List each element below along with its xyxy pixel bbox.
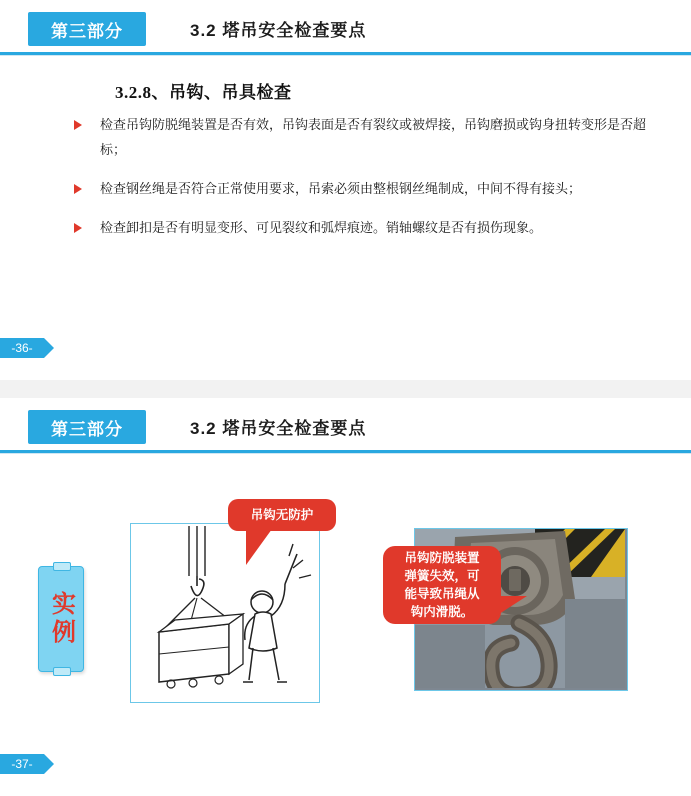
list-item <box>72 176 652 201</box>
section-heading: 3.2.8、吊钩、吊具检查 <box>115 83 292 102</box>
slide-36 <box>0 0 691 380</box>
slide-37 <box>0 398 691 796</box>
slide-header <box>0 398 691 456</box>
list-item-text: 检查钢丝绳是否符合正常使用要求，吊索必须由整根钢丝绳制成，中间不得有接头； <box>100 181 582 196</box>
list-item <box>72 215 652 240</box>
callout-text-line: 吊钩防脱装置 <box>404 551 480 565</box>
callout-tail-icon <box>246 529 272 565</box>
header-title: 3.2 塔吊安全检查要点 <box>190 419 367 438</box>
list-item-text: 检查吊钩防脱绳装置是否有效，吊钩表面是否有裂纹或被焊接，吊钩磨损或钩身扭转变形是否超标； <box>100 117 647 157</box>
header-section-tag: 第三部分 <box>28 410 146 444</box>
callout-hook-unprotected <box>228 499 336 531</box>
callout-tail-icon <box>493 596 527 618</box>
list-item <box>72 112 652 162</box>
callout-text-line: 能导致吊绳从 <box>404 587 480 601</box>
callout-text-line: 钩内滑脱。 <box>410 605 474 619</box>
list-item-text: 检查卸扣是否有明显变形、可见裂纹和弧焊痕迹。销轴螺纹是否有损伤现象。 <box>100 220 543 235</box>
illustration-lifting-drawing <box>130 523 320 703</box>
callout-text: 吊钩无防护 <box>250 508 314 522</box>
page-separator <box>0 380 691 398</box>
example-tab-label: 实例 <box>47 591 75 647</box>
illustration-svg <box>131 524 317 700</box>
triangle-bullet-icon <box>74 120 82 130</box>
footer-arrow-icon <box>44 754 54 774</box>
page-footer <box>0 754 691 774</box>
triangle-bullet-icon <box>74 223 82 233</box>
header-title: 3.2 塔吊安全检查要点 <box>190 21 367 40</box>
slide-header <box>0 0 691 58</box>
page-footer <box>0 338 691 358</box>
triangle-bullet-icon <box>74 184 82 194</box>
page-number: -37- <box>0 754 44 774</box>
header-rule-light <box>0 55 691 56</box>
bullet-list <box>72 112 652 254</box>
header-rule-light <box>0 453 691 454</box>
page-number: -36- <box>0 338 44 358</box>
footer-arrow-icon <box>44 338 54 358</box>
tab-clip-top-icon <box>53 562 71 571</box>
tab-clip-bottom-icon <box>53 667 71 676</box>
callout-text-line: 弹簧失效，可 <box>404 569 480 583</box>
callout-spring-failure <box>383 546 501 624</box>
header-section-tag: 第三部分 <box>28 12 146 46</box>
example-tab <box>38 566 84 672</box>
